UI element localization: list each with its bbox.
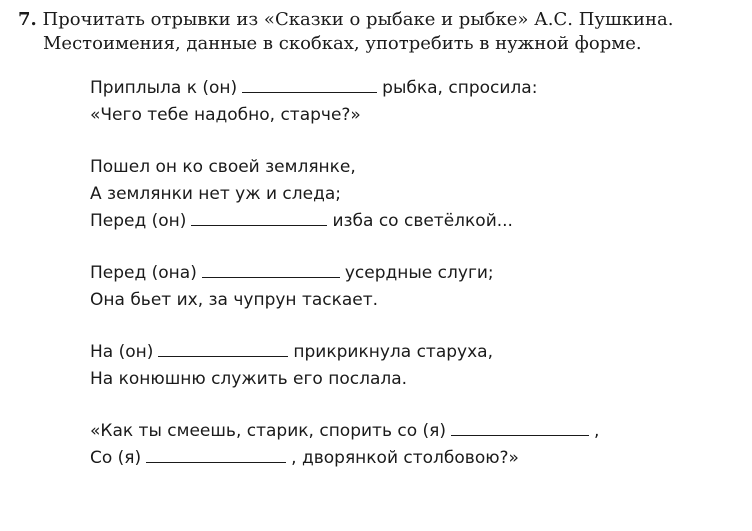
stanza-4 — [90, 339, 730, 393]
verse-line — [90, 339, 730, 366]
answer-blank[interactable] — [191, 211, 327, 226]
verse-text: Пошел он ко своей землянке, — [90, 157, 356, 177]
answer-blank[interactable] — [451, 421, 589, 436]
verse-text-after-blank: , дворянкой столбовою?» — [291, 448, 519, 468]
stanza-5 — [90, 418, 730, 472]
stanza-1 — [90, 75, 730, 129]
answer-blank[interactable] — [202, 263, 340, 278]
verse-text-before-blank: Приплыла к (он) — [90, 78, 238, 98]
task-line-2 — [18, 32, 748, 56]
verse-text-after-blank: рыбка, спросила: — [382, 78, 538, 98]
task-header — [18, 8, 748, 56]
verse-text-before-blank: «Как ты смеешь, старик, спорить со (я) — [90, 421, 447, 441]
verse-text-after-blank: , — [594, 421, 600, 441]
verse-text: Она бьет их, за чупрун таскает. — [90, 290, 379, 310]
verse-line — [90, 154, 730, 181]
verse-line — [90, 208, 730, 235]
verse-line — [90, 181, 730, 208]
answer-blank[interactable] — [146, 448, 286, 463]
verse-line — [90, 445, 730, 472]
verse-text-before-blank: Перед (она) — [90, 263, 197, 283]
verse-line — [90, 418, 730, 445]
verse-text: А землянки нет уж и следа; — [90, 184, 341, 204]
task-number: 7. — [18, 9, 37, 30]
verse-text-after-blank: изба со светёлкой... — [332, 211, 513, 231]
verse-line — [90, 287, 730, 314]
verse-line — [90, 366, 730, 393]
verse-text-after-blank: усердные слуги; — [344, 263, 494, 283]
task-line-1 — [18, 8, 748, 32]
verse-text-before-blank: Со (я) — [90, 448, 142, 468]
verse-text: «Чего тебе надобно, старче?» — [90, 105, 361, 125]
verse-line — [90, 75, 730, 102]
verse-line — [90, 260, 730, 287]
verse-line — [90, 102, 730, 129]
poem-excerpts — [90, 75, 730, 472]
stanza-3 — [90, 260, 730, 314]
stanza-2 — [90, 154, 730, 235]
verse-text-after-blank: прикрикнула старуха, — [293, 342, 493, 362]
answer-blank[interactable] — [158, 342, 288, 357]
verse-text-before-blank: На (он) — [90, 342, 154, 362]
task-instruction-2: Местоимения, данные в скобках, употребить в нужной форме. — [43, 33, 642, 54]
answer-blank[interactable] — [242, 78, 377, 93]
verse-text-before-blank: Перед (он) — [90, 211, 187, 231]
task-instruction-1: Прочитать отрывки из «Сказки о рыбаке и рыбке» А.С. Пушкина. — [42, 9, 674, 30]
verse-text: На конюшню служить его послала. — [90, 369, 408, 389]
